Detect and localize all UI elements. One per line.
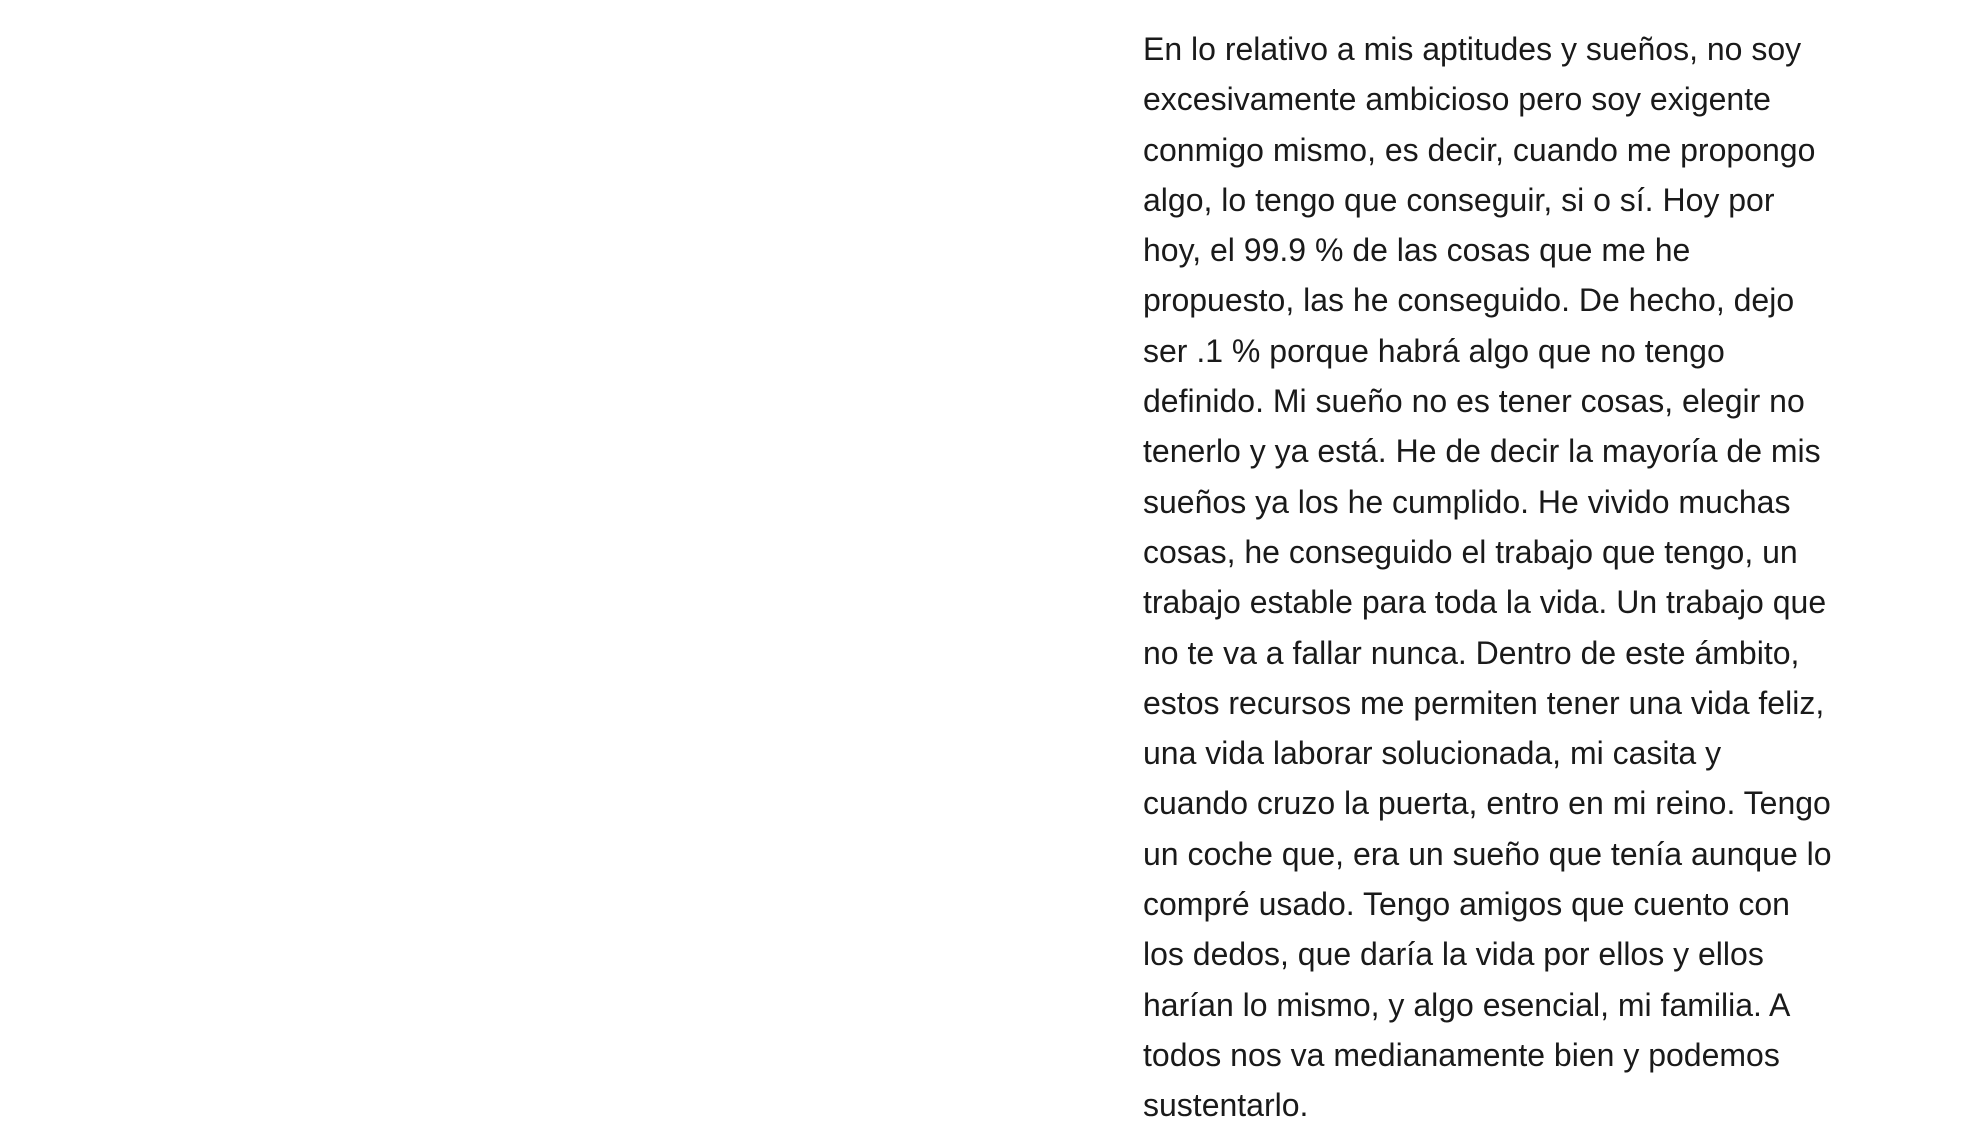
paragraph-line: un coche que, era un sueño que tenía aunque lo (1143, 835, 1832, 872)
paragraph-line: cuando cruzo la puerta, entro en mi reino. Tengo (1143, 785, 1831, 822)
paragraph-line: sueños ya los he cumplido. He vivido muchas (1143, 483, 1791, 520)
paragraph-line: los dedos, que daría la vida por ellos y ellos (1143, 936, 1764, 973)
paragraph-line: tenerlo y ya está. He de decir la mayoría de mis (1143, 433, 1821, 470)
paragraph-line: estos recursos me permiten tener una vida feliz, (1143, 684, 1825, 721)
paragraph-line: una vida laborar solucionada, mi casita y (1143, 735, 1722, 772)
paragraph-line: todos nos va medianamente bien y podemos (1143, 1036, 1780, 1073)
paragraph-line: trabajo estable para toda la vida. Un trabajo que (1143, 584, 1827, 621)
text-column (1143, 0, 1903, 1131)
paragraph-line: algo, lo tengo que conseguir, si o sí. Hoy por (1143, 181, 1775, 218)
previous-paragraph-tail (1143, 0, 1903, 12)
paragraph-line: excesivamente ambicioso pero soy exigente (1143, 81, 1771, 118)
paragraph-line: compré usado. Tengo amigos que cuento con (1143, 886, 1790, 923)
paragraph-line: ser .1 % porque habrá algo que no tengo (1143, 332, 1725, 369)
paragraph-line: no te va a fallar nunca. Dentro de este ámbito, (1143, 634, 1800, 671)
paragraph-line: propuesto, las he conseguido. De hecho, dejo (1143, 282, 1795, 319)
paragraph-line: cosas, he conseguido el trabajo que tengo, un (1143, 533, 1798, 570)
paragraph-line: En lo relativo a mis aptitudes y sueños, no soy (1143, 31, 1802, 67)
paragraph-line: sustentarlo. (1143, 1087, 1309, 1124)
body-paragraph (1143, 24, 1903, 1131)
paragraph-line: hoy, el 99.9 % de las cosas que me he (1143, 232, 1691, 269)
paragraph-line: definido. Mi sueño no es tener cosas, elegir no (1143, 383, 1805, 420)
paragraph-line: conmigo mismo, es decir, cuando me propongo (1143, 131, 1816, 168)
paragraph-line: harían lo mismo, y algo esencial, mi familia. A (1143, 986, 1791, 1023)
